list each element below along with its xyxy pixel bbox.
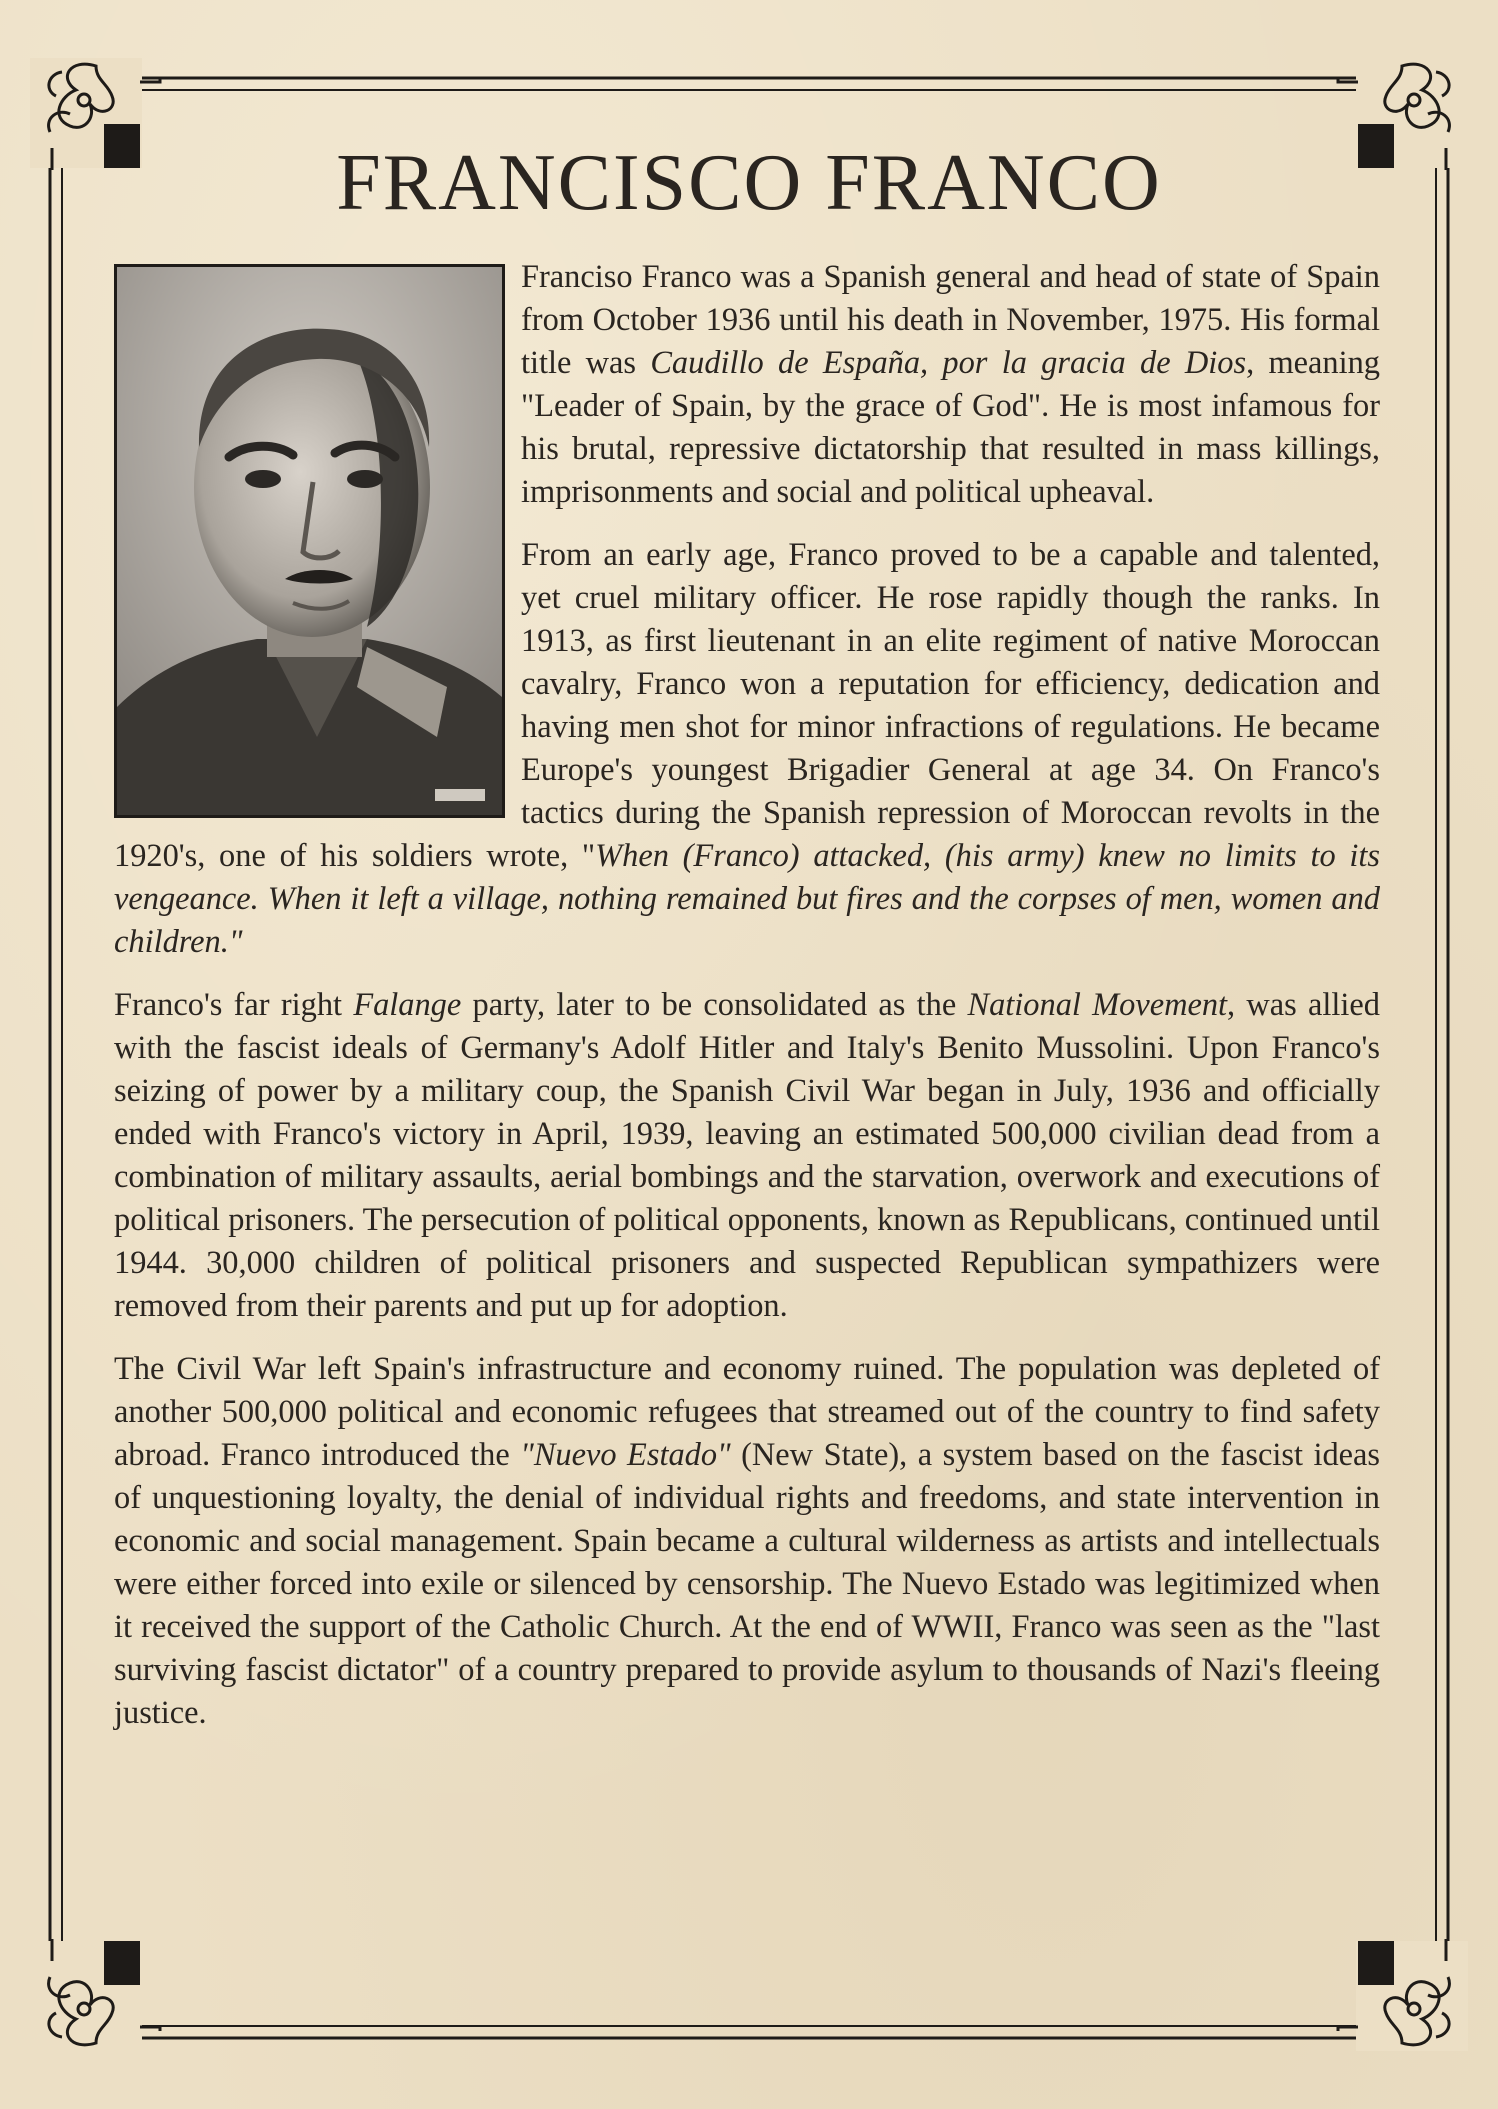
- article-body: [114, 256, 1380, 1755]
- italic-text: Caudillo de España, por la gracia de Dios: [650, 345, 1247, 381]
- italic-text: When (Franco) attacked, (his army) knew no limits to its vengeance. When it left a village, nothing remained but fires and the corpses of men, women and children.": [114, 838, 1380, 960]
- italic-text: Falange: [353, 987, 462, 1023]
- text-run: party, later to be consolidated as the: [461, 987, 968, 1023]
- italic-text: "Nuevo Estado": [520, 1437, 731, 1473]
- text-run: From an early age, Franco proved to be a capable and talented, yet cruel military officer. He rose rapidly though the ranks. In 1913, as first lieutenant in an elite regiment of native Moroccan cavalry, Franco won a reputation for efficiency, dedication and having men shot for minor infractions of regulations. He became Europe's youngest Brigadier General at age 34. On Franco's tactics during the Spanish repression of Moroccan revolts in the 1920's, one of his soldiers wrote, ": [114, 537, 1380, 874]
- text-run: The Civil War left Spain's infrastructure and economy ruined. The population was depleted of another 500,000 political and economic refugees that streamed out of the country to find safety abroad. Franco introduced the: [114, 1351, 1380, 1473]
- paragraph-nuevo-estado: [114, 1348, 1380, 1735]
- italic-text: National Movement: [967, 987, 1228, 1023]
- text-run: Franciso Franco was a Spanish general and head of state of Spain from October 1936 until his death in November, 1975. His formal title was: [521, 259, 1380, 381]
- page-title: FRANCISCO FRANCO: [336, 139, 1162, 227]
- text-run: Franco's far right: [114, 987, 354, 1023]
- text-run: , meaning "Leader of Spain, by the grace of God". He is most infamous for his brutal, repressive dictatorship that resulted in mass killings, imprisonments and social and political upheaval.: [521, 345, 1380, 510]
- text-run: , was allied with the fascist ideals of Germany's Adolf Hitler and Italy's Benito Mussolini. Upon Franco's seizing of power by a military coup, the Spanish Civil War began in July, 1936 and officially ended with Franco's victory in April, 1939, leaving an estimated 500,000 civilian dead from a combination of military assaults, aerial bombings and the starvation, overwork and executions of political prisoners. The persecution of political opponents, known as Republicans, continued until 1944. 30,000 children of political prisoners and suspected Republican sympathizers were removed from their parents and put up for adoption.: [114, 987, 1380, 1324]
- portrait-photo: [114, 264, 505, 818]
- text-run: (New State), a system based on the fascist ideas of unquestioning loyalty, the denial of individual rights and freedoms, and state intervention in economic and social management. Spain became a cultural wilderness as artists and intellectuals were either forced into exile or silenced by censorship. The Nuevo Estado was legitimized when it received the support of the Catholic Church. At the end of WWII, Franco was seen as the "last surviving fascist dictator" of a country prepared to provide asylum to thousands of Nazi's fleeing justice.: [114, 1437, 1380, 1731]
- paragraph-civil-war: [114, 984, 1380, 1328]
